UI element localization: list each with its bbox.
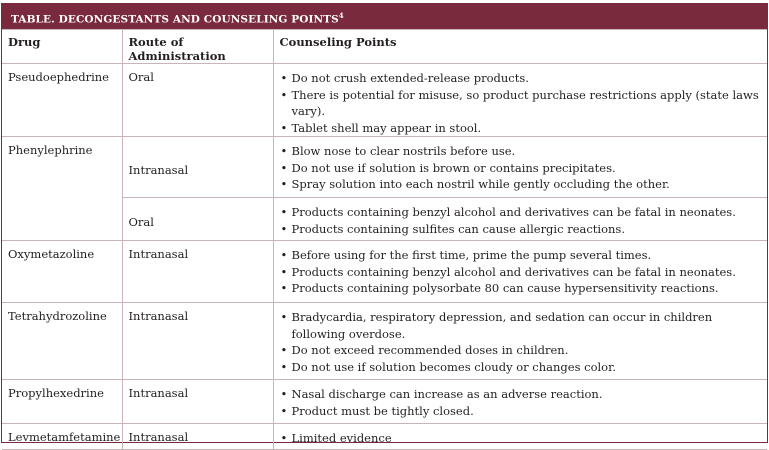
counseling-point: • Before using for the first time, prime the pump several times. bbox=[280, 247, 762, 264]
table-header-row bbox=[2, 30, 767, 64]
route-cell: Intranasal bbox=[122, 303, 273, 380]
drug-cell: Levmetamfetamine bbox=[2, 424, 122, 450]
counseling-cell bbox=[273, 241, 767, 303]
counseling-point: • There is potential for misuse, so product purchase restrictions apply (state laws vary). bbox=[280, 87, 762, 120]
counseling-point: • Do not exceed recommended doses in children. bbox=[280, 342, 762, 359]
counseling-list bbox=[280, 309, 762, 375]
table-row bbox=[2, 137, 767, 198]
counseling-point: • Limited evidence bbox=[280, 430, 762, 447]
route-cell: Oral bbox=[122, 64, 273, 137]
header-counseling-points: Counseling Points bbox=[273, 30, 767, 64]
counseling-point: • Blow nose to clear nostrils before use. bbox=[280, 143, 762, 160]
counseling-point: • Do not use if solution becomes cloudy or changes color. bbox=[280, 359, 762, 376]
drug-cell: Propylhexedrine bbox=[2, 380, 122, 424]
header-route: Route of Administration bbox=[122, 30, 273, 64]
route-cell: Intranasal bbox=[122, 241, 273, 303]
counseling-point: • Spray solution into each nostril while gently occluding the other. bbox=[280, 176, 762, 193]
counseling-cell bbox=[273, 64, 767, 137]
counseling-list bbox=[280, 386, 762, 419]
table-title: TABLE. DECONGESTANTS AND COUNSELING POINTS bbox=[11, 13, 339, 26]
drug-cell: Pseudoephedrine bbox=[2, 64, 122, 137]
counseling-list bbox=[280, 70, 762, 136]
drug-cell: Phenylephrine bbox=[2, 137, 122, 241]
counseling-point: • Products containing benzyl alcohol and derivatives can be fatal in neonates. bbox=[280, 204, 762, 221]
drug-cell: Tetrahydrozoline bbox=[2, 303, 122, 380]
counseling-point: • Tablet shell may appear in stool. bbox=[280, 120, 762, 137]
route-cell: Intranasal bbox=[122, 424, 273, 450]
decongestants-table bbox=[2, 29, 767, 450]
table-row bbox=[2, 303, 767, 380]
counseling-point: • Products containing polysorbate 80 can cause hypersensitivity reactions. bbox=[280, 280, 762, 297]
counseling-list bbox=[280, 143, 762, 193]
header-drug: Drug bbox=[2, 30, 122, 64]
counseling-cell bbox=[273, 198, 767, 241]
counseling-point: • Products containing benzyl alcohol and derivatives can be fatal in neonates. bbox=[280, 264, 762, 281]
table-title-bar bbox=[2, 4, 767, 29]
counseling-point: • Products containing sulfites can cause allergic reactions. bbox=[280, 221, 762, 238]
counseling-point: • Bradycardia, respiratory depression, and sedation can occur in children following overdose. bbox=[280, 309, 762, 342]
table-row bbox=[2, 241, 767, 303]
counseling-list bbox=[280, 204, 762, 237]
table-row bbox=[2, 380, 767, 424]
table-row bbox=[2, 64, 767, 137]
counseling-cell bbox=[273, 137, 767, 198]
table-title-footnote: 4 bbox=[338, 11, 344, 20]
counseling-point: • Product must be tightly closed. bbox=[280, 403, 762, 420]
route-cell: Oral bbox=[122, 198, 273, 241]
counseling-point: • Nasal discharge can increase as an adverse reaction. bbox=[280, 386, 762, 403]
counseling-point: • Do not crush extended-release products. bbox=[280, 70, 762, 87]
decongestants-table-container bbox=[1, 3, 768, 443]
route-cell: Intranasal bbox=[122, 137, 273, 198]
counseling-cell bbox=[273, 303, 767, 380]
counseling-list bbox=[280, 247, 762, 297]
drug-cell: Oxymetazoline bbox=[2, 241, 122, 303]
route-cell: Intranasal bbox=[122, 380, 273, 424]
counseling-point: • Do not use if solution is brown or contains precipitates. bbox=[280, 160, 762, 177]
counseling-cell bbox=[273, 380, 767, 424]
counseling-list bbox=[280, 430, 762, 447]
